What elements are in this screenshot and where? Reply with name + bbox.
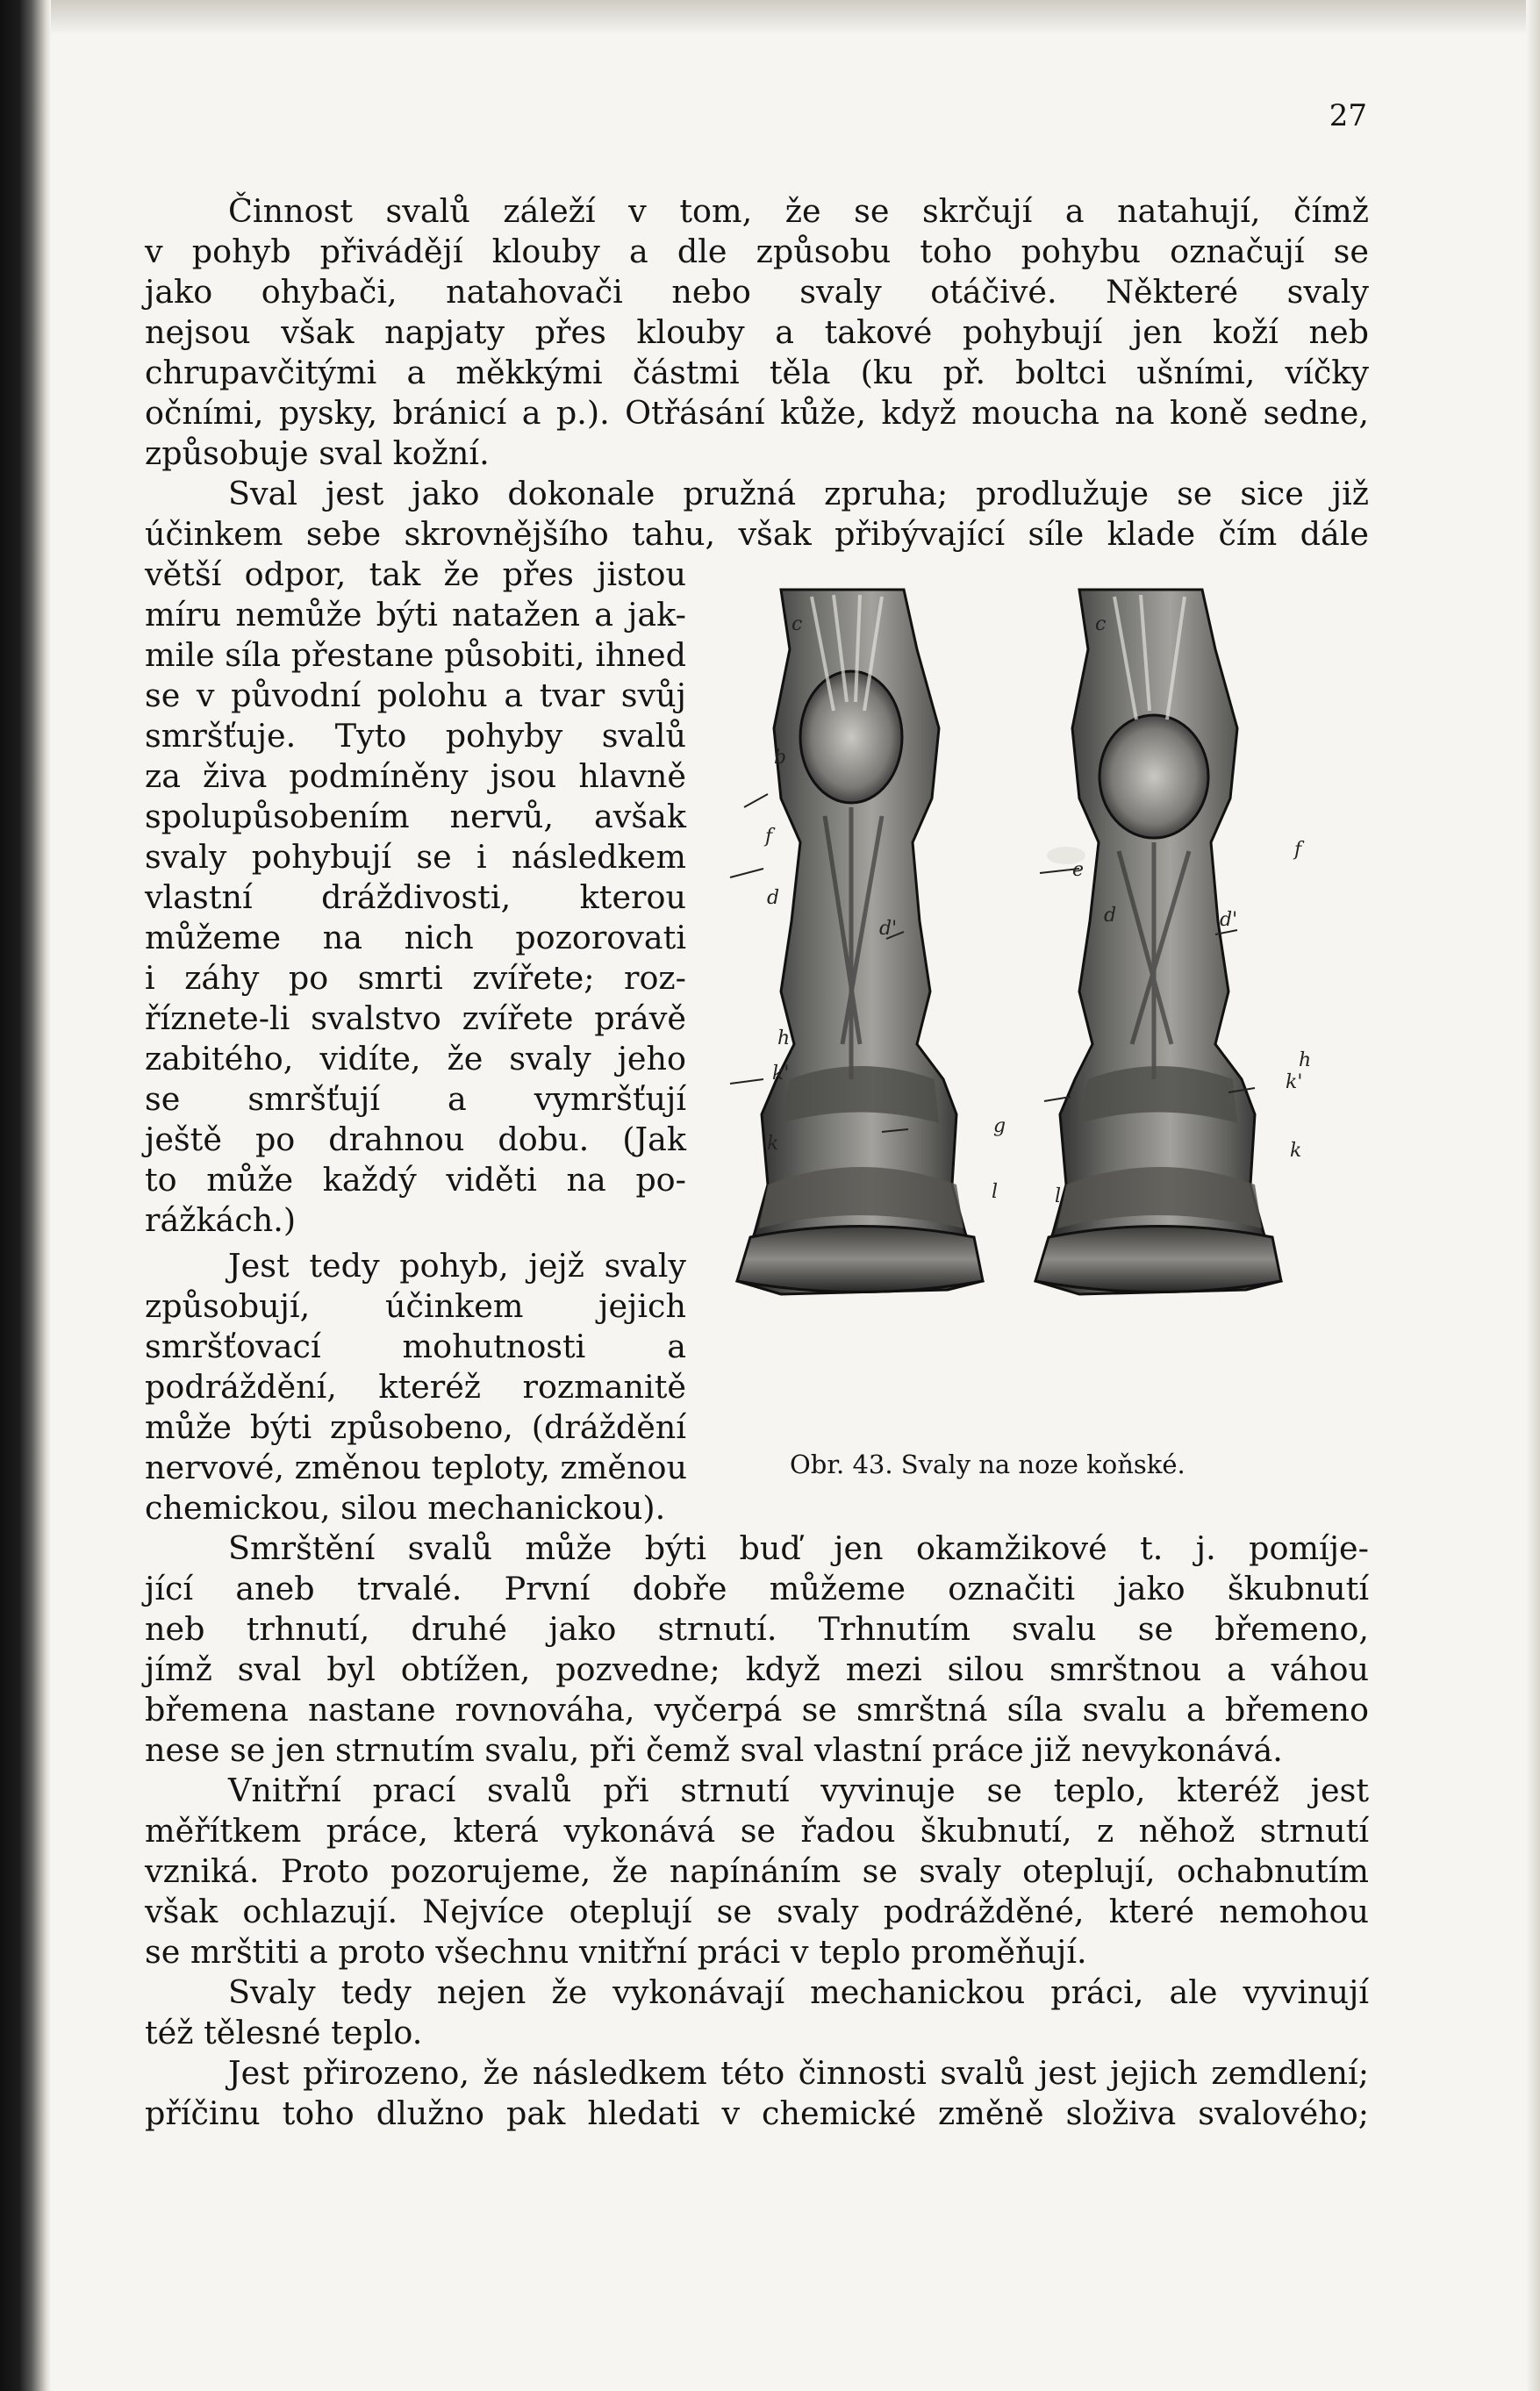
text-line: může býti způsobeno, (dráždění	[145, 1408, 686, 1446]
text-line: Jest tedy pohyb, jejž svaly	[228, 1247, 686, 1285]
text-line: za živa podmíněny jsou hlavně	[145, 757, 686, 795]
text-line: vzniká. Proto pozorujeme, že napínáním se svaly oteplují, ochabnutím	[145, 1852, 1369, 1890]
figure-label: c	[791, 613, 803, 635]
text-line: příčinu toho dlužno pak hledati v chemické změně složiva svalového;	[145, 2094, 1369, 2132]
right-leg-drawing	[1035, 590, 1281, 1294]
text-line: nejsou však napjaty přes klouby a takové pohybují jen koží neb	[145, 313, 1369, 351]
text-line: smršťovací mohutnosti a	[145, 1328, 686, 1365]
text-line: však ochlazují. Nejvíce oteplují se svaly podrážděné, které nemohou	[145, 1893, 1369, 1930]
text-line: chemickou, silou mechanickou).	[145, 1489, 666, 1527]
right-hoof	[1035, 1227, 1281, 1292]
paragraph-muscle-activity	[145, 191, 1369, 474]
figure-label: l	[1055, 1185, 1062, 1207]
text-line: míru nemůže býti natažen a jak-	[145, 596, 686, 634]
text-line: v pohyb přivádějí klouby a dle způsobu toho pohybu označují se	[145, 233, 1369, 270]
text-line: jímž sval byl obtížen, pozvedne; když mezi silou smrštnou a váhou	[145, 1650, 1369, 1688]
horse-leg-muscles-figure	[728, 588, 1325, 1426]
figure-caption: Obr. 43. Svaly na noze koňské.	[790, 1450, 1185, 1479]
text-line: jící aneb trvalé. První dobře můžeme označiti jako škubnutí	[145, 1570, 1369, 1607]
text-line: Sval jest jako dokonale pružná zpruha; prodlužuje se sice již	[228, 475, 1369, 512]
left-hoof	[737, 1227, 983, 1292]
text-line: nervové, změnou teploty, změnou	[145, 1449, 687, 1486]
figure-label: d'	[1220, 909, 1238, 931]
text-line: zabitého, vidíte, že svaly jeho	[145, 1040, 686, 1077]
left-knee-joint	[800, 671, 902, 803]
figure-label: c	[1095, 613, 1107, 635]
text-line: chrupavčitými a měkkými částmi těla (ku př. boltci ušními, víčky	[145, 354, 1369, 391]
figure-label: g	[993, 1115, 1006, 1137]
text-line: Jest přirozeno, že následkem této činnosti svalů jest jejich zemdlení;	[228, 2054, 1369, 2092]
left-leg-drawing	[737, 590, 983, 1294]
text-line: Smrštění svalů může býti buď jen okamžikové t. j. pomíje-	[228, 1529, 1369, 1567]
text-line: říznete-li svalstvo zvířete právě	[145, 999, 686, 1037]
paragraph-heat	[145, 1771, 1369, 1972]
text-line: spolupůsobením nervů, avšak	[145, 798, 686, 835]
text-line: větší odpor, tak že přes jistou	[145, 555, 686, 593]
paragraph-contraction-types	[145, 1528, 1369, 1771]
scan-edge-top	[0, 0, 1540, 35]
book-binding-shadow	[0, 0, 51, 2391]
text-line: to může každý viděti na po-	[145, 1161, 686, 1199]
text-line: mile síla přestane působiti, ihned	[145, 636, 686, 674]
text-line: se mrštiti a proto všechnu vnitřní práci v teplo proměňují.	[145, 1933, 1087, 1971]
text-line: Vnitřní prací svalů při strnutí vyvinuje se teplo, kteréž jest	[228, 1772, 1369, 1809]
paragraph-elasticity-narrow	[145, 555, 686, 1241]
text-line: ještě po drahnou dobu. (Jak	[145, 1120, 686, 1158]
text-line: účinkem sebe skrovnějšího tahu, však přibývající síle klade čím dále	[145, 515, 1369, 553]
paragraph-stimulation	[145, 1246, 686, 1528]
text-line: břemena nastane rovnováha, vyčerpá se smrštná síla svalu a břemeno	[145, 1691, 1369, 1729]
text-line: měřítkem práce, která vykonává se řadou škubnutí, z něhož strnutí	[145, 1812, 1369, 1850]
text-line: se v původní polohu a tvar svůj	[145, 676, 686, 714]
text-line: způsobují, účinkem jejich	[145, 1287, 686, 1325]
figure-label: d	[767, 887, 780, 909]
text-line: vlastní dráždivosti, kterou	[145, 878, 686, 916]
paragraph-body-heat	[145, 1972, 1369, 2053]
text-line: rážkách.)	[145, 1201, 297, 1239]
text-line: nese se jen strnutím svalu, při čemž sval vlastní práce již nevykonává.	[145, 1731, 1283, 1769]
figure-label: f	[1294, 839, 1302, 861]
text-line: způsobuje sval kožní.	[145, 434, 490, 472]
text-line: Svaly tedy nejen že vykonávají mechanickou práci, ale vyvinují	[228, 1973, 1369, 2011]
figure-label: l	[992, 1181, 999, 1203]
figure-label: h	[777, 1027, 791, 1049]
text-line: očními, pysky, bránicí a p.). Otřásání kůže, když moucha na koně sedne,	[145, 394, 1369, 432]
figure-label: f	[765, 826, 773, 848]
text-line: Činnost svalů záleží v tom, že se skrčují a natahují, čímž	[228, 192, 1369, 230]
figure-label: h	[1299, 1049, 1312, 1071]
paragraph-elasticity-full	[145, 474, 1369, 555]
right-knee-joint	[1099, 715, 1208, 838]
scan-edge-right	[1526, 0, 1540, 2391]
figure-label: k'	[1286, 1071, 1303, 1093]
paragraph-fatigue	[145, 2053, 1369, 2134]
figure-label: e	[1072, 859, 1085, 881]
figure-label: k	[767, 1133, 779, 1155]
text-line: smršťuje. Tyto pohyby svalů	[145, 717, 686, 755]
text-line: svaly pohybují se i následkem	[145, 838, 686, 876]
page-number: 27	[1329, 98, 1367, 133]
text-line: podráždění, kteréž rozmanitě	[145, 1368, 686, 1406]
text-line: jako ohybači, natahovači nebo svaly otáčivé. Některé svaly	[145, 273, 1369, 311]
text-line: se smršťují a vymršťují	[145, 1080, 686, 1118]
figure-label: k'	[772, 1063, 790, 1085]
figure-label: d	[1104, 905, 1117, 927]
figure-label: b	[774, 747, 787, 769]
text-line: i záhy po smrti zvířete; roz-	[145, 959, 686, 997]
figure-label: d'	[879, 918, 898, 940]
figure-label: k	[1290, 1140, 1302, 1162]
text-line: můžeme na nich pozorovati	[145, 919, 686, 956]
text-line: též tělesné teplo.	[145, 2014, 423, 2051]
text-line: neb trhnutí, druhé jako strnutí. Trhnutím svalu se břemeno,	[145, 1610, 1369, 1648]
